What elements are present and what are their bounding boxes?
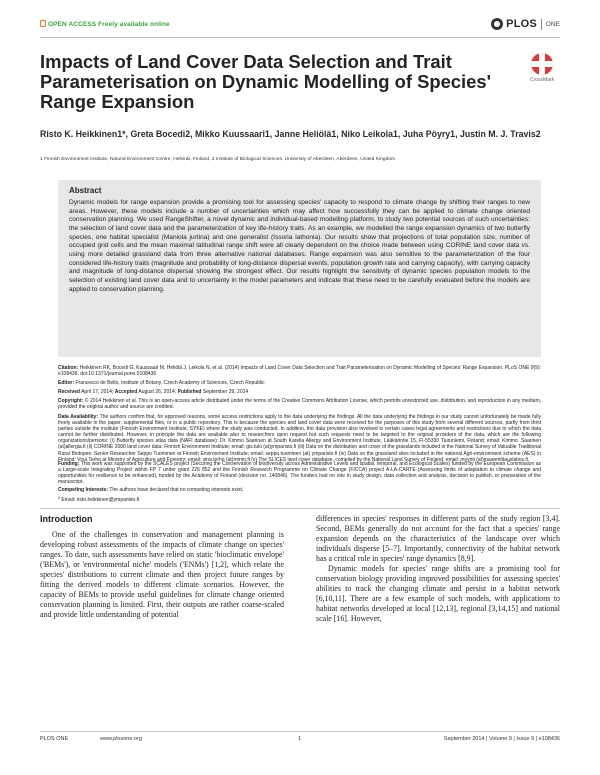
intro-left-column xyxy=(40,530,284,620)
header-divider xyxy=(40,37,560,38)
copyright-line: Copyright: © 2014 Heikkinen et al. This is an open-access article distributed under the terms of the Creative Commons Attribution License, which permits unrestricted use, distribution, and reproduction in any medium, provided the original author and source are credited. xyxy=(58,398,542,411)
abstract-box xyxy=(58,180,541,357)
journal-header xyxy=(40,18,560,34)
footer-journal: PLOS ONE xyxy=(40,736,69,742)
affiliations: 1 Finnish Environment Institute, Natural Environment Centre, Helsinki, Finland, 2 Institute of Biological Sciences, University of Aberdeen, Aberdeen, United Kingdom xyxy=(40,157,396,162)
abstract-text: Dynamic models for range expansion provide a promising tool for assessing species' capacity to respond to climate change by shifting their ranges to new areas. However, these models include a number of uncertainties which may affect how successfully they can be applied to climate change oriented conservation planning. We used RangeShifter, a novel dynamic and individual-based modelling platform, to study two potential sources of such uncertainties: the selection of land cover data and the parameterization of key life-history traits. As an example, we modelled the range expansion dynamics of two butterfly species, one habitat specialist (Maniola jurtina) and one generalist (Issoria lathonia). Our results show that projections of total population size, number of occupied grid cells and the mean maximal latitudinal range shift were all clearly dependent on the choice made between using CORINE land cover data vs. using more detailed grassland data from three alternative national databases. Range expansion was also sensitive to the parameterization of the four considered life-history traits (magnitude and probability of long-distance dispersal events, population growth rate and carrying capacity), with carrying capacity and magnitude of long-distance dispersal showing the strongest effect. Our results highlight the sensitivity of dynamic species population models to the selection of existing land cover data and to uncertainty in the model parameters and indicate that these need to be carefully evaluated before the models are applied to conservation planning. xyxy=(69,199,530,293)
plos-logo-text: PLOS xyxy=(506,18,537,30)
abstract-heading: Abstract xyxy=(69,186,102,195)
crossmark-button[interactable] xyxy=(524,53,560,83)
intro-right-column xyxy=(316,514,560,624)
plos-one-text: ONE xyxy=(545,20,560,28)
plos-logo-icon xyxy=(491,18,503,30)
open-access-badge[interactable] xyxy=(40,20,170,28)
section-divider xyxy=(40,508,560,509)
intro-paragraph-3: Dynamic models for species' range shifts are a promising tool for conservation biology providing improved possibilities for assessing species' abilities to track the changing climate and persist in a habitat network [6,10,11]. There are a few example of such models, with applications to habitat networks developed at local [12,13], regional [3,14,15] and national scale [16]. However, xyxy=(316,564,560,623)
page-number: 1 xyxy=(298,736,302,742)
data-availability: Data Availability: The authors confirm that, for approved reasons, some access restrictions apply to the data underlying the findings. All the data underlying the findings in our study cannot unfortunately be made fully freely available in the paper, supplemental files, or in a public repository. This is because the species and land cover data were received for the purposes of this study from several different sources, partly from third parties outside the institute (Finnish Environment Institute, SYKE) where the study was conducted. In addition, the data provision also involved in certain cases legal agreements and restrictions due to which the data cannot be further distributed. However, in principle the data are available also to researchers upon request but such requests need to be targeted to the original providers of the data, which are the following organizations/persons: (i) Butterfly species atlas data (NAFI database): Dr. Kimmo Saarinen at South Karelia Allergy and Environment Institute, Lääkärintie 15, FI-55330 Tiuruniemi, Finland; email: Kimmo. Saarinen (at)allergia.fi (ii) CORINE 2000 land cover data: Finnish Environment Institute; email: gis.tuki (at)ymparisto.fi (iii) Data on the distribution and cover of the grasslands included in the National Survey of Valuable Traditional Rural Biotopes: Senior Researcher Seppo Tuominen at Finnish Environment Institute; email: seppo.tuominen (at) ymparisto.fi (iv) Data on the grassland sites included in the national Agri-environment scheme (AES) in Finland: Vina Terho at Ministry of Agriculture and Forestry; email: vina.terho (at)mmm.fi (v) The SLICES land cover database, compiled by the National Land Survey of Finland; email: myynti (at)maanmittauslaitos.fi. xyxy=(58,414,541,463)
plos-one-logo[interactable] xyxy=(491,18,560,30)
footer-website[interactable]: www.plosone.org xyxy=(100,736,142,742)
funding-statement: Funding: This work was supported by the SCALES project (Securing the Conservation of biodiversity across Administrative Levels and spatial, temporal, and Ecological Scales) funded by the European Commission as a Large-scale Integrating Project within FP 7 under grant 226 852 and the Finnish Research Programme on Climate Change (FICCA) project A-LA-CARTE (Assessing limits of adaptation to climate change and opportunities for resilience to be enhanced), funded by the Academy of Finland (decision no. 140846). The funders had no role in study design, data collection and analysis, decision to publish, or preparation of the manuscript. xyxy=(58,461,541,486)
dates-line: Received April 17, 2014; Accepted August 26, 2014; Published September 29, 2014 xyxy=(58,389,249,395)
footer-issue: September 2014 | Volume 9 | Issue 9 | e108436 xyxy=(443,736,560,742)
crossmark-icon xyxy=(531,53,553,75)
author-list: Risto K. Heikkinen1*, Greta Bocedi2, Mikko Kuussaari1, Janne Heliölä1, Niko Leikola1, Juha Pöyry1, Justin M. J. Travis2 xyxy=(40,129,541,139)
introduction-heading: Introduction xyxy=(40,514,93,524)
open-lock-icon xyxy=(40,20,46,27)
editor-line: Editor: Francesco de Bello, Institute of Botany, Czech Academy of Sciences, Czech Republic xyxy=(58,380,265,386)
competing-interests: Competing Interests: The authors have declared that no competing interests exist. xyxy=(58,487,244,493)
intro-paragraph-2: differences in species' responses in different parts of the study region [3,4]. Second, BEMs generally do not account for the fact that a species' range expansion depends on the characteristics of the landscape over which individuals disperse [5–7]. Importantly, connectivity of the habitat network has a critical role in species' range dynamics [8,9]. xyxy=(316,514,560,563)
open-access-text: OPEN ACCESS Freely available online xyxy=(48,21,170,28)
intro-paragraph-1: One of the challenges in conservation and management planning is developing robust assessments of the impacts of climate change on species' ranges. To date, such assessments have relied on static 'bioclimatic envelope' ('BEMs'), or 'environmental niche' models ('ENMs') [1,2], which relate the species' distributions to current climate and then project future ranges by fitting the derived models to different climate scenarios. However, the capacity of BEMs to provide useful guidelines for climate change oriented conservation planning is limited. First, their outputs are rather coarse-scaled and provide little understanding of potential xyxy=(40,530,284,619)
article-title: Impacts of Land Cover Data Selection and Trait Parameterisation on Dynamic Modelling of Species' Range Expansion xyxy=(40,51,491,112)
citation-line: Citation: Heikkinen RK, Bocedi G, Kuussaari M, Heliölä J, Leikola N, et al. (2014) Impacts of Land Cover Data Selection and Trait Parameterisation on Dynamic Modelling of Species' Range Expansion. PLoS ONE 9(9): e108436. doi:10.1371/journal.pone.0108436 xyxy=(58,365,541,378)
footer-divider xyxy=(40,731,560,732)
corresponding-email[interactable]: * Email: risto.heikkinen@ymparisto.fi xyxy=(58,497,140,503)
crossmark-label: CrossMark xyxy=(529,77,555,83)
